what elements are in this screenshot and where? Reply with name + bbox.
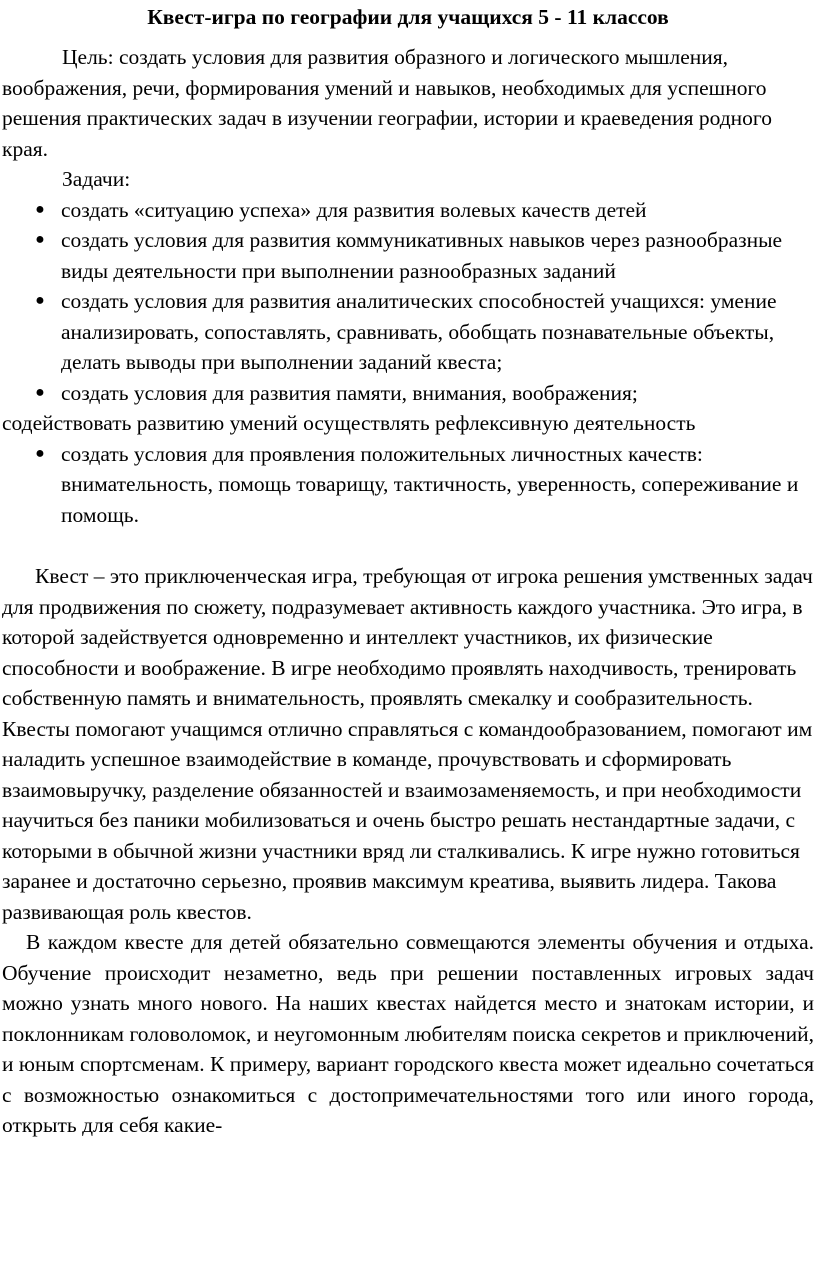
list-item: [2, 225, 814, 286]
document-title: Квест-игра по географии для учащихся 5 - 11 классов: [147, 5, 669, 29]
bullet-icon: ●: [35, 231, 45, 248]
list-item: [2, 378, 814, 439]
list-item: [2, 195, 814, 226]
tasks-list: [2, 195, 814, 531]
bullet-icon: ●: [35, 292, 45, 309]
task-text: создать «ситуацию успеха» для развития волевых качеств детей: [61, 197, 647, 222]
task-text: создать условия для развития коммуникативных навыков через разнообразные виды деятельности при выполнении разнообразных заданий: [61, 228, 783, 283]
task-text: создать условия для развития аналитических способностей учащихся: умение анализировать, сопоставлять, сравнивать, обобщать познавательные объекты, делать выводы при выполнении заданий квеста;: [61, 289, 777, 374]
body-paragraph: Квест – это приключенческая игра, требующая от игрока решения умственных задач для продвижения по сюжету, подразумевает активность каждого участника. Это игра, в которой задействуется одновременно и интеллект участников, их физические способности и воображение. В игре необходимо проявлять находчивость, тренировать собственную память и внимательность, проявлять смекалку и сообразительность. Квесты помогают учащимся отлично справляться с командообразованием, помогают им наладить успешное взаимодействие в команде, прочувствовать и сформировать взаимовыручку, разделение обязанностей и взаимозаменяемость, и при необходимости научиться без паники мобилизоваться и очень быстро решать нестандартные задачи, с которыми в обычной жизни участники вряд ли сталкивались. К игре нужно готовиться заранее и достаточно серьезно, проявив максимум креатива, выявить лидера. Такова развивающая роль квестов.: [2, 564, 813, 924]
paragraph-spacer: [2, 530, 814, 561]
task-text: содействовать развитию умений осуществлять рефлексивную деятельность: [2, 411, 696, 435]
bullet-icon: ●: [35, 444, 45, 462]
goal-paragraph: Цель: создать условия для развития образного и логического мышления, воображения, речи, формирования умений и навыков, необходимых для успешного решения практических задач в изучении географии, истории и краеведения родного края.: [2, 45, 772, 161]
tasks-heading: Задачи:: [62, 167, 131, 191]
bullet-icon: ●: [35, 383, 45, 401]
task-text: создать условия для проявления положительных личностных качеств: внимательность, помощь товарищу, тактичность, уверенность, сопереживание и помощь.: [61, 441, 799, 527]
body-paragraph: В каждом квесте для детей обязательно совмещаются элементы обучения и отдыха. Обучение происходит незаметно, ведь при решении поставленных игровых задач можно узнать много нового. На наших квестах найдется место и знатокам истории, и поклонникам головоломок, и неугомонным любителям поиска секретов и приключений, и юным спортсменам. К примеру, вариант городского квеста может идеально сочетаться с возможностью ознакомиться с достопримечательностями того или иного города, открыть для себя какие-: [2, 930, 814, 1137]
task-text: создать условия для развития памяти, внимания, воображения;: [61, 380, 638, 405]
list-item: [2, 286, 814, 378]
list-item: [2, 439, 814, 531]
bullet-icon: ●: [35, 200, 45, 218]
